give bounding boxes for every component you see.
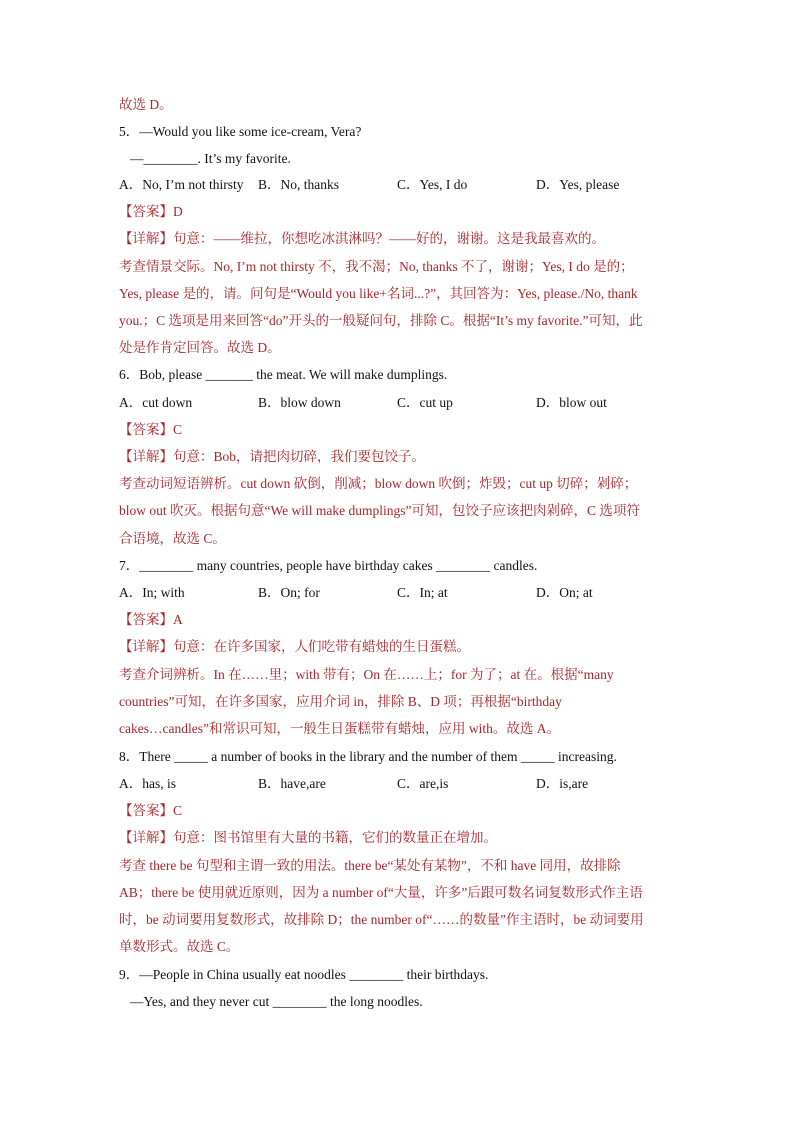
q5-option-a[interactable]: A．No, I’m not thirsty xyxy=(119,177,244,192)
q7-analysis-line-1: 考查介词辨析。In 在……里；with 带有；On 在……上；for 为了；at 在。根据“many xyxy=(119,667,614,682)
q6-option-c[interactable]: C．cut up xyxy=(397,395,453,410)
q8-analysis-line-4: 单数形式。故选 C。 xyxy=(119,939,240,954)
q7-option-b[interactable]: B．On; for xyxy=(258,585,320,600)
q7-option-d[interactable]: D．On; at xyxy=(536,585,593,600)
q8-answer: 【答案】C xyxy=(119,803,183,818)
q6-option-b[interactable]: B．blow down xyxy=(258,395,341,410)
q7-answer: 【答案】A xyxy=(119,612,183,627)
q6-options xyxy=(119,394,679,412)
q5-analysis-line-2: Yes, please 是的，请。问句是“Would you like+名词...?”，其回答为：Yes, please./No, thank xyxy=(119,286,638,301)
q7-analysis-line-3: cakes…candles”和常识可知，一般生日蛋糕带有蜡烛，应用 with。故选 A。 xyxy=(119,721,560,736)
q6-analysis-line-2: blow out 吹灭。根据句意“We will make dumplings”可知，包饺子应该把肉剁碎，C 选项符 xyxy=(119,503,640,518)
q7-detail xyxy=(119,638,470,656)
q5-answer: 【答案】D xyxy=(119,204,183,219)
q8-option-b[interactable]: B．have,are xyxy=(258,776,326,791)
q8-option-a[interactable]: A．has, is xyxy=(119,776,176,791)
q9-stem: 9．—People in China usually eat noodles ________ their birthdays. xyxy=(119,967,489,982)
q6-option-d[interactable]: D．blow out xyxy=(536,395,607,410)
q6-answer: 【答案】C xyxy=(119,422,183,437)
q6-detail-tag: 【详解】 xyxy=(119,449,173,464)
q8-detail-text: 句意：图书馆里有大量的书籍，它们的数量正在增加。 xyxy=(173,830,497,845)
q5-analysis-line-3: you.；C 选项是用来回答“do”开头的一般疑问句，排除 C。根据“It’s my favorite.”可知，此 xyxy=(119,313,643,328)
q8-analysis-line-1: 考查 there be 句型和主谓一致的用法。there be“某处有某物”，不和 have 同用，故排除 xyxy=(119,858,621,873)
q8-detail xyxy=(119,829,497,847)
q5-detail xyxy=(119,230,605,248)
q5-analysis-line-4: 处是作肯定回答。故选 D。 xyxy=(119,340,281,355)
q8-analysis-line-3: 时，be 动词要用复数形式，故排除 D；the number of“……的数量”作主语时，be 动词要用 xyxy=(119,912,644,927)
q8-detail-tag: 【详解】 xyxy=(119,830,173,845)
q6-option-a[interactable]: A．cut down xyxy=(119,395,193,410)
prev-conclusion: 故选 D。 xyxy=(119,97,173,112)
q5-option-b[interactable]: B．No, thanks xyxy=(258,177,339,192)
q6-detail xyxy=(119,448,425,466)
q5-stem-reply: —________. It’s my favorite. xyxy=(130,151,291,166)
q9-stem-reply: —Yes, and they never cut ________ the long noodles. xyxy=(130,994,423,1009)
q6-analysis-line-3: 合语境，故选 C。 xyxy=(119,531,226,546)
q7-detail-text: 句意：在许多国家，人们吃带有蜡烛的生日蛋糕。 xyxy=(173,639,470,654)
q8-options xyxy=(119,775,679,793)
q7-option-a[interactable]: A．In; with xyxy=(119,585,185,600)
q8-stem: 8．There _____ a number of books in the library and the number of them _____ increasing. xyxy=(119,749,617,764)
q5-detail-text: 句意：——维拉，你想吃冰淇淋吗？——好的，谢谢。这是我最喜欢的。 xyxy=(173,231,605,246)
q6-analysis-line-1: 考查动词短语辨析。cut down 砍倒，削减；blow down 吹倒；炸毁；cut up 切碎；剁碎； xyxy=(119,476,638,491)
q5-options xyxy=(119,176,679,194)
q8-option-c[interactable]: C．are,is xyxy=(397,776,449,791)
q5-analysis-line-1: 考查情景交际。No, I’m not thirsty 不，我不渴；No, thanks 不了，谢谢；Yes, I do 是的； xyxy=(119,259,634,274)
q5-stem: 5．—Would you like some ice-cream, Vera? xyxy=(119,124,362,139)
q7-stem: 7．________ many countries, people have birthday cakes ________ candles. xyxy=(119,558,538,573)
q8-analysis-line-2: AB；there be 使用就近原则，因为 a number of“大量，许多”后跟可数名词复数形式作主语 xyxy=(119,885,643,900)
q7-option-c[interactable]: C．In; at xyxy=(397,585,448,600)
q7-analysis-line-2: countries”可知，在许多国家，应用介词 in，排除 B、D 项；再根据“birthday xyxy=(119,694,562,709)
q8-option-d[interactable]: D．is,are xyxy=(536,776,589,791)
q7-detail-tag: 【详解】 xyxy=(119,639,173,654)
q5-option-d[interactable]: D．Yes, please xyxy=(536,177,620,192)
q6-detail-text: 句意：Bob，请把肉切碎，我们要包饺子。 xyxy=(173,449,426,464)
q5-detail-tag: 【详解】 xyxy=(119,231,173,246)
q5-option-c[interactable]: C．Yes, I do xyxy=(397,177,468,192)
q6-stem: 6．Bob, please _______ the meat. We will make dumplings. xyxy=(119,367,448,382)
q7-options xyxy=(119,584,679,602)
